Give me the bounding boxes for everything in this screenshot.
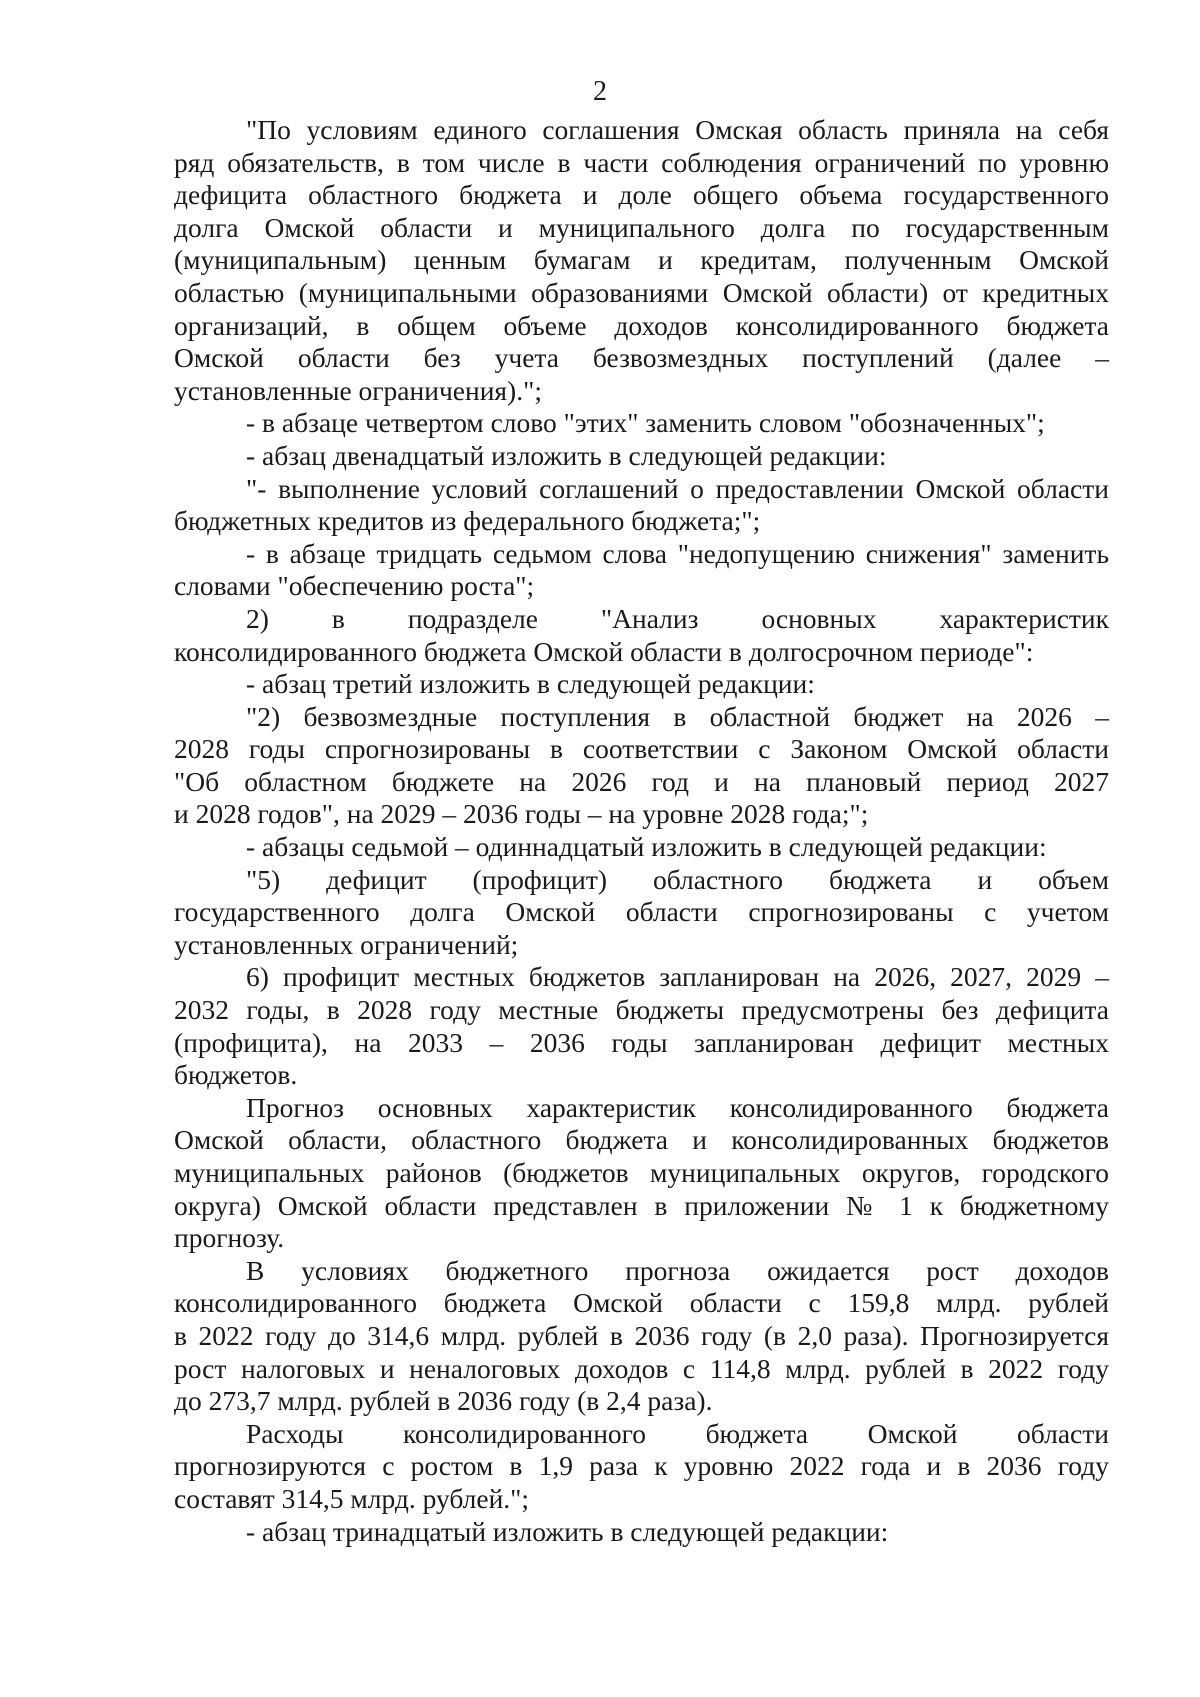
text-line: дефицита областного бюджета и доле общего объема государственного: [174, 179, 1109, 211]
text-line: в 2022 году до 314,6 млрд. рублей в 2036 году (в 2,0 раза). Прогнозируется: [174, 1319, 1109, 1351]
text-line: областью (муниципальными образованиями Омской области) от кредитных: [174, 276, 1109, 308]
text-line: (муниципальным) ценным бумагам и кредитам, полученным Омской: [174, 244, 1109, 276]
text-line: словами "обеспечению роста";: [174, 570, 535, 602]
text-line: до 273,7 млрд. рублей в 2036 году (в 2,4 раза).: [174, 1385, 713, 1417]
text-line: 2028 годы спрогнозированы в соответствии с Законом Омской области: [174, 733, 1109, 765]
text-line: Омской области без учета безвозмездных поступлений (далее –: [174, 342, 1109, 374]
text-line: консолидированного бюджета Омской области с 159,8 млрд. рублей: [174, 1287, 1109, 1319]
text-line: консолидированного бюджета Омской области в долгосрочном периоде":: [174, 635, 1034, 667]
text-line: составят 314,5 млрд. рублей.";: [174, 1482, 530, 1514]
text-line: "Об областном бюджете на 2026 год и на плановый период 2027: [174, 765, 1109, 797]
text-line: Прогноз основных характеристик консолидированного бюджета: [246, 1091, 1109, 1123]
text-line: организаций, в общем объеме доходов консолидированного бюджета: [174, 309, 1109, 341]
text-line: - в абзаце тридцать седьмом слова "недопущению снижения" заменить: [246, 537, 1109, 569]
text-line: государственного долга Омской области спрогнозированы с учетом: [174, 896, 1109, 928]
text-line: бюджетных кредитов из федерального бюджета;";: [174, 505, 761, 537]
text-line: муниципальных районов (бюджетов муниципальных округов, городского: [174, 1157, 1109, 1188]
text-line: установленных ограничений;: [174, 928, 519, 960]
text-line: долга Омской области и муниципального долга по государственным: [174, 211, 1109, 243]
text-line: - абзац двенадцатый изложить в следующей редакции:: [246, 439, 887, 471]
text-line: 2) в подразделе "Анализ основных характеристик: [246, 602, 1109, 634]
text-line: прогнозу.: [174, 1222, 285, 1254]
text-line: прогнозируются с ростом в 1,9 раза к уровню 2022 года и в 2036 году: [174, 1450, 1109, 1482]
text-line: и 2028 годов", на 2029 – 2036 годы – на уровне 2028 года;";: [174, 798, 869, 830]
text-line: - абзацы седьмой – одиннадцатый изложить в следующей редакции:: [246, 831, 1047, 863]
text-line: ряд обязательств, в том числе в части соблюдения ограничений по уровню: [174, 146, 1109, 178]
text-line: "- выполнение условий соглашений о предоставлении Омской области: [246, 472, 1109, 504]
text-line: "5) дефицит (профицит) областного бюджета и объем: [246, 863, 1109, 895]
document-body: [174, 114, 1109, 1548]
text-line: - абзац тринадцатый изложить в следующей редакции:: [246, 1515, 889, 1547]
text-line: - абзац третий изложить в следующей редакции:: [246, 668, 815, 700]
text-line: - в абзаце четвертом слово "этих" заменить словом "обозначенных";: [246, 407, 1045, 439]
text-line: округа) Омской области представлен в приложении № 1 к бюджетному: [174, 1189, 1109, 1221]
page-number: 2: [593, 76, 607, 107]
text-line: "По условиям единого соглашения Омская область приняла на себя: [246, 114, 1109, 145]
text-line: 2032 годы, в 2028 году местные бюджеты предусмотрены без дефицита: [174, 994, 1109, 1026]
text-line: рост налоговых и неналоговых доходов с 114,8 млрд. рублей в 2022 году: [174, 1352, 1109, 1384]
text-line: установленные ограничения).";: [174, 374, 542, 406]
text-line: Омской области, областного бюджета и консолидированных бюджетов: [174, 1124, 1109, 1156]
text-line: бюджетов.: [174, 1059, 298, 1091]
text-line: В условиях бюджетного прогноза ожидается рост доходов: [246, 1254, 1109, 1286]
text-line: (профицита), на 2033 – 2036 годы запланирован дефицит местных: [174, 1026, 1109, 1058]
text-line: 6) профицит местных бюджетов запланирован на 2026, 2027, 2029 –: [246, 961, 1109, 993]
text-line: "2) безвозмездные поступления в областной бюджет на 2026 –: [246, 700, 1109, 732]
text-line: Расходы консолидированного бюджета Омской области: [246, 1417, 1109, 1449]
